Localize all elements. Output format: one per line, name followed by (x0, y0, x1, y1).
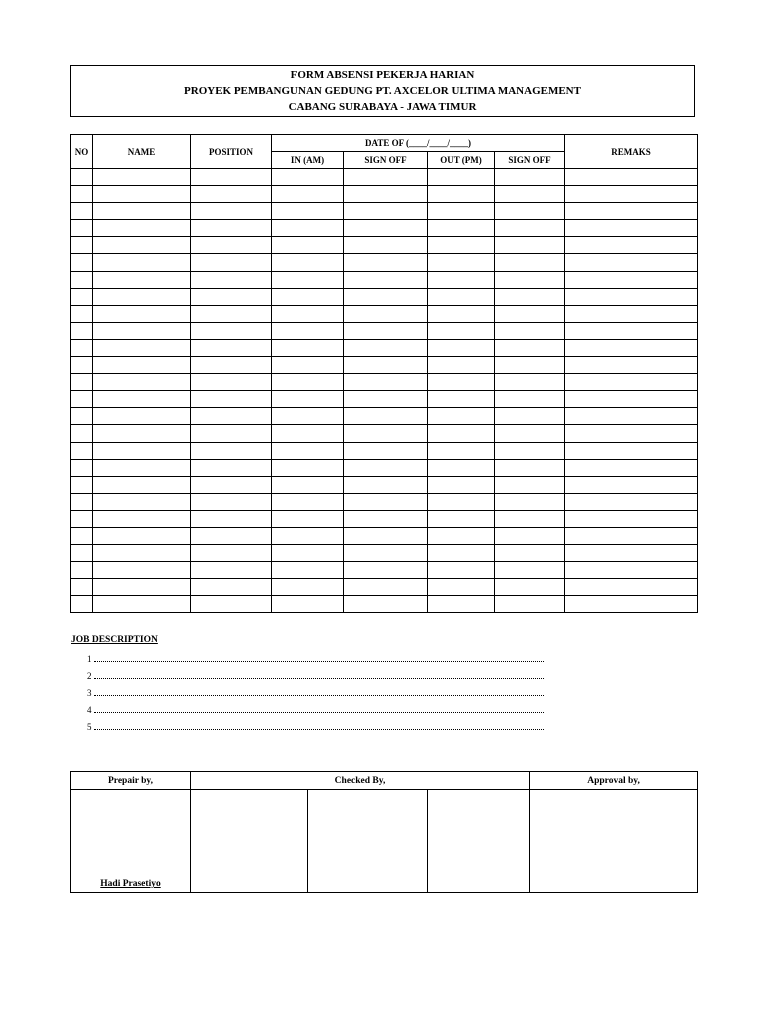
table-cell[interactable] (565, 545, 698, 562)
table-cell[interactable] (191, 425, 272, 442)
table-cell[interactable] (428, 339, 495, 356)
table-cell[interactable] (565, 237, 698, 254)
table-cell[interactable] (344, 271, 428, 288)
table-cell[interactable] (495, 579, 565, 596)
table-cell[interactable] (565, 169, 698, 186)
table-cell[interactable] (71, 374, 93, 391)
table-cell[interactable] (428, 510, 495, 527)
table-cell[interactable] (93, 425, 191, 442)
table-cell[interactable] (428, 391, 495, 408)
table-cell[interactable] (191, 459, 272, 476)
table-cell[interactable] (191, 271, 272, 288)
table-cell[interactable] (344, 527, 428, 544)
table-cell[interactable] (428, 527, 495, 544)
job-description-title: JOB DESCRIPTION (71, 635, 158, 645)
table-cell[interactable] (272, 357, 344, 374)
table-cell[interactable] (495, 374, 565, 391)
table-cell[interactable] (71, 510, 93, 527)
table-cell[interactable] (565, 220, 698, 237)
table-cell[interactable] (71, 545, 93, 562)
table-cell[interactable] (191, 493, 272, 510)
table-row (71, 391, 698, 408)
table-cell[interactable] (428, 271, 495, 288)
table-cell[interactable] (565, 186, 698, 203)
approval-by-signature-box[interactable] (530, 790, 698, 893)
job-description-line[interactable]: 5 (87, 721, 547, 734)
table-cell[interactable] (191, 186, 272, 203)
table-cell[interactable] (93, 579, 191, 596)
table-cell[interactable] (428, 408, 495, 425)
table-cell[interactable] (565, 493, 698, 510)
table-cell[interactable] (272, 442, 344, 459)
table-cell[interactable] (565, 596, 698, 613)
job-description-line[interactable]: 4 (87, 704, 547, 717)
table-cell[interactable] (344, 459, 428, 476)
table-cell[interactable] (93, 220, 191, 237)
table-cell[interactable] (495, 391, 565, 408)
table-cell[interactable] (71, 493, 93, 510)
table-cell[interactable] (93, 186, 191, 203)
table-cell[interactable] (428, 425, 495, 442)
table-cell[interactable] (93, 237, 191, 254)
table-cell[interactable] (71, 425, 93, 442)
prepared-by-label: Prepair by, (71, 772, 191, 790)
table-cell[interactable] (191, 237, 272, 254)
table-cell[interactable] (565, 408, 698, 425)
table-cell[interactable] (495, 186, 565, 203)
attendance-table (70, 134, 698, 613)
table-cell[interactable] (565, 425, 698, 442)
table-cell[interactable] (93, 374, 191, 391)
table-cell[interactable] (191, 357, 272, 374)
table-cell[interactable] (71, 186, 93, 203)
table-cell[interactable] (272, 288, 344, 305)
table-cell[interactable] (428, 545, 495, 562)
column-header-in: IN (AM) (272, 152, 344, 169)
table-row (71, 357, 698, 374)
table-cell[interactable] (71, 271, 93, 288)
table-cell[interactable] (93, 527, 191, 544)
table-cell[interactable] (565, 305, 698, 322)
table-cell[interactable] (71, 203, 93, 220)
table-row (71, 527, 698, 544)
table-cell[interactable] (272, 391, 344, 408)
checked-by-label: Checked By, (191, 772, 530, 790)
table-cell[interactable] (428, 322, 495, 339)
table-cell[interactable] (565, 288, 698, 305)
table-cell[interactable] (428, 579, 495, 596)
table-row (71, 476, 698, 493)
table-cell[interactable] (344, 220, 428, 237)
table-cell[interactable] (272, 596, 344, 613)
table-cell[interactable] (71, 391, 93, 408)
attendance-rows (71, 169, 698, 613)
table-cell[interactable] (71, 442, 93, 459)
table-cell[interactable] (495, 237, 565, 254)
table-cell[interactable] (191, 579, 272, 596)
table-cell[interactable] (344, 425, 428, 442)
column-header-date: DATE OF (____/____/____) (272, 135, 565, 152)
table-cell[interactable] (344, 408, 428, 425)
table-cell[interactable] (272, 493, 344, 510)
table-cell[interactable] (71, 237, 93, 254)
column-header-position: POSITION (191, 135, 272, 169)
table-cell[interactable] (428, 186, 495, 203)
job-description-line[interactable]: 2 (87, 670, 547, 683)
table-cell[interactable] (272, 459, 344, 476)
table-cell[interactable] (565, 442, 698, 459)
table-cell[interactable] (344, 288, 428, 305)
table-cell[interactable] (272, 510, 344, 527)
table-cell[interactable] (495, 339, 565, 356)
table-row (71, 459, 698, 476)
table-row (71, 579, 698, 596)
table-cell[interactable] (93, 408, 191, 425)
table-cell[interactable] (191, 339, 272, 356)
table-cell[interactable] (495, 322, 565, 339)
table-cell[interactable] (71, 169, 93, 186)
table-cell[interactable] (93, 288, 191, 305)
approval-by-label: Approval by, (530, 772, 698, 790)
table-cell[interactable] (565, 459, 698, 476)
table-cell[interactable] (344, 510, 428, 527)
table-cell[interactable] (428, 288, 495, 305)
prepared-by-name: Hadi Prasetiyo (100, 879, 161, 889)
table-cell[interactable] (93, 254, 191, 271)
table-cell[interactable] (272, 425, 344, 442)
table-row (71, 322, 698, 339)
table-cell[interactable] (344, 442, 428, 459)
table-cell[interactable] (93, 203, 191, 220)
table-cell[interactable] (191, 203, 272, 220)
table-cell[interactable] (93, 493, 191, 510)
table-cell[interactable] (191, 596, 272, 613)
table-row (71, 169, 698, 186)
form-title-line-1: FORM ABSENSI PEKERJA HARIAN (290, 69, 475, 81)
table-cell[interactable] (428, 305, 495, 322)
column-header-no: NO (71, 135, 93, 169)
table-cell[interactable] (272, 186, 344, 203)
table-cell[interactable] (93, 322, 191, 339)
table-cell[interactable] (344, 579, 428, 596)
table-cell[interactable] (191, 254, 272, 271)
table-cell[interactable] (565, 391, 698, 408)
table-cell[interactable] (495, 203, 565, 220)
table-cell[interactable] (272, 374, 344, 391)
table-cell[interactable] (428, 254, 495, 271)
table-row (71, 596, 698, 613)
table-row (71, 339, 698, 356)
table-cell[interactable] (428, 442, 495, 459)
table-cell[interactable] (565, 527, 698, 544)
table-cell[interactable] (272, 527, 344, 544)
table-cell[interactable] (565, 357, 698, 374)
table-cell[interactable] (495, 305, 565, 322)
table-cell[interactable] (71, 322, 93, 339)
table-cell[interactable] (93, 596, 191, 613)
table-cell[interactable] (272, 305, 344, 322)
table-cell[interactable] (93, 391, 191, 408)
table-cell[interactable] (71, 305, 93, 322)
table-cell[interactable] (428, 220, 495, 237)
table-cell[interactable] (272, 254, 344, 271)
table-cell[interactable] (71, 476, 93, 493)
table-cell[interactable] (428, 493, 495, 510)
table-cell[interactable] (495, 220, 565, 237)
table-cell[interactable] (495, 545, 565, 562)
table-row (71, 408, 698, 425)
table-cell[interactable] (272, 203, 344, 220)
table-cell[interactable] (344, 237, 428, 254)
column-header-sign-off-in: SIGN OFF (344, 152, 428, 169)
table-cell[interactable] (71, 459, 93, 476)
table-cell[interactable] (428, 203, 495, 220)
table-cell[interactable] (71, 288, 93, 305)
table-cell[interactable] (565, 510, 698, 527)
table-cell[interactable] (191, 322, 272, 339)
table-cell[interactable] (71, 254, 93, 271)
table-row (71, 203, 698, 220)
table-cell[interactable] (93, 510, 191, 527)
table-cell[interactable] (272, 169, 344, 186)
table-cell[interactable] (344, 562, 428, 579)
table-row (71, 562, 698, 579)
table-cell[interactable] (565, 562, 698, 579)
table-cell[interactable] (93, 271, 191, 288)
table-cell[interactable] (565, 579, 698, 596)
table-cell[interactable] (191, 562, 272, 579)
table-cell[interactable] (344, 322, 428, 339)
table-cell[interactable] (272, 339, 344, 356)
table-cell[interactable] (272, 545, 344, 562)
table-cell[interactable] (191, 169, 272, 186)
table-cell[interactable] (495, 510, 565, 527)
table-row (71, 288, 698, 305)
table-row (71, 237, 698, 254)
table-cell[interactable] (428, 459, 495, 476)
job-description-line[interactable]: 1 (87, 653, 547, 666)
table-cell[interactable] (272, 408, 344, 425)
table-row (71, 510, 698, 527)
table-row (71, 254, 698, 271)
table-cell[interactable] (191, 408, 272, 425)
table-cell[interactable] (495, 288, 565, 305)
table-row (71, 425, 698, 442)
table-cell[interactable] (428, 374, 495, 391)
table-cell[interactable] (495, 169, 565, 186)
table-cell[interactable] (93, 305, 191, 322)
table-cell[interactable] (191, 288, 272, 305)
checked-by-signature-box[interactable] (428, 790, 530, 893)
table-cell[interactable] (71, 339, 93, 356)
table-cell[interactable] (93, 169, 191, 186)
column-header-out: OUT (PM) (428, 152, 495, 169)
table-cell[interactable] (272, 271, 344, 288)
table-cell[interactable] (272, 220, 344, 237)
table-cell[interactable] (272, 562, 344, 579)
table-cell[interactable] (495, 493, 565, 510)
table-cell[interactable] (191, 442, 272, 459)
table-cell[interactable] (344, 493, 428, 510)
prepared-by-signature-box[interactable] (71, 790, 191, 893)
table-cell[interactable] (93, 545, 191, 562)
table-cell[interactable] (495, 596, 565, 613)
table-cell[interactable] (344, 305, 428, 322)
table-cell[interactable] (93, 357, 191, 374)
table-cell[interactable] (344, 391, 428, 408)
table-cell[interactable] (495, 442, 565, 459)
table-cell[interactable] (495, 408, 565, 425)
table-cell[interactable] (71, 220, 93, 237)
signature-table (70, 771, 698, 893)
table-cell[interactable] (344, 169, 428, 186)
table-cell[interactable] (191, 220, 272, 237)
table-cell[interactable] (344, 254, 428, 271)
table-cell[interactable] (565, 339, 698, 356)
table-cell[interactable] (344, 476, 428, 493)
job-description-line[interactable]: 3 (87, 687, 547, 700)
table-cell[interactable] (428, 562, 495, 579)
table-cell[interactable] (191, 510, 272, 527)
table-cell[interactable] (71, 596, 93, 613)
table-row (71, 305, 698, 322)
table-cell[interactable] (495, 357, 565, 374)
table-cell[interactable] (344, 545, 428, 562)
table-cell[interactable] (272, 237, 344, 254)
table-cell[interactable] (344, 596, 428, 613)
table-cell[interactable] (71, 579, 93, 596)
table-cell[interactable] (71, 562, 93, 579)
table-cell[interactable] (565, 271, 698, 288)
table-cell[interactable] (93, 442, 191, 459)
table-cell[interactable] (565, 322, 698, 339)
table-cell[interactable] (565, 374, 698, 391)
table-cell[interactable] (344, 339, 428, 356)
table-row (71, 374, 698, 391)
table-cell[interactable] (428, 169, 495, 186)
table-cell[interactable] (565, 254, 698, 271)
table-cell[interactable] (344, 374, 428, 391)
table-cell[interactable] (71, 527, 93, 544)
table-cell[interactable] (93, 476, 191, 493)
column-header-remarks: REMAKS (565, 135, 698, 169)
table-row (71, 493, 698, 510)
table-cell[interactable] (495, 459, 565, 476)
table-cell[interactable] (344, 186, 428, 203)
table-row (71, 442, 698, 459)
column-header-name: NAME (93, 135, 191, 169)
table-cell[interactable] (495, 562, 565, 579)
table-cell[interactable] (565, 476, 698, 493)
table-cell[interactable] (191, 527, 272, 544)
table-cell[interactable] (191, 374, 272, 391)
table-cell[interactable] (191, 305, 272, 322)
checked-by-signature-box[interactable] (191, 790, 308, 893)
form-title-line-2: PROYEK PEMBANGUNAN GEDUNG PT. AXCELOR ULTIMA MANAGEMENT (184, 85, 581, 97)
table-row (71, 545, 698, 562)
table-cell[interactable] (495, 527, 565, 544)
table-cell[interactable] (272, 476, 344, 493)
table-cell[interactable] (344, 357, 428, 374)
table-cell[interactable] (272, 322, 344, 339)
table-cell[interactable] (272, 579, 344, 596)
table-cell[interactable] (71, 408, 93, 425)
table-cell[interactable] (428, 237, 495, 254)
table-cell[interactable] (344, 203, 428, 220)
table-cell[interactable] (191, 391, 272, 408)
table-row (71, 186, 698, 203)
table-row (71, 271, 698, 288)
table-cell[interactable] (495, 254, 565, 271)
table-cell[interactable] (93, 339, 191, 356)
form-title-line-3: CABANG SURABAYA - JAWA TIMUR (288, 101, 477, 113)
form-title-box (70, 65, 695, 117)
table-row (71, 220, 698, 237)
table-cell[interactable] (495, 425, 565, 442)
table-cell[interactable] (428, 596, 495, 613)
table-cell[interactable] (495, 271, 565, 288)
table-cell[interactable] (191, 545, 272, 562)
table-cell[interactable] (71, 357, 93, 374)
column-header-sign-off-out: SIGN OFF (495, 152, 565, 169)
checked-by-signature-box[interactable] (308, 790, 428, 893)
table-cell[interactable] (428, 476, 495, 493)
table-cell[interactable] (191, 476, 272, 493)
table-cell[interactable] (495, 476, 565, 493)
table-cell[interactable] (93, 459, 191, 476)
table-cell[interactable] (93, 562, 191, 579)
table-cell[interactable] (428, 357, 495, 374)
table-cell[interactable] (565, 203, 698, 220)
